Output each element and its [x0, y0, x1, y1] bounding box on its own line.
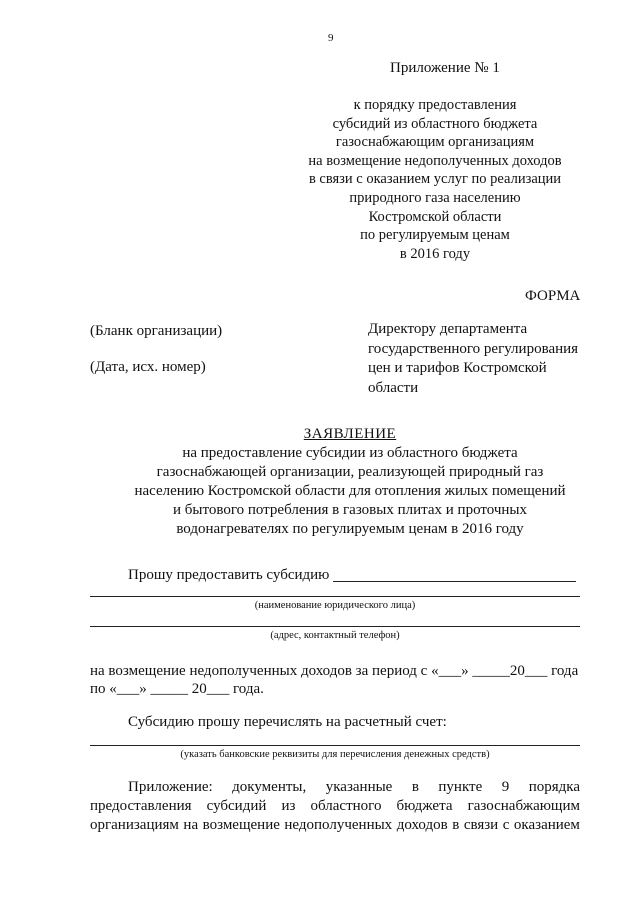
word: 9 [501, 779, 510, 795]
addressee-line: государственного регулирования [368, 340, 579, 357]
appendix-heading: Приложение № 1 [390, 60, 500, 76]
appendix-line: на возмещение недополученных доходов [308, 152, 562, 169]
word: недополученных [284, 817, 393, 833]
word: субсидий [206, 798, 267, 814]
addressee-line: Директору департамента [368, 321, 528, 337]
statement-line: на предоставление субсидии из областного бюджета [182, 445, 518, 461]
word: пункте [438, 779, 483, 795]
bank-details-caption: (указать банковские реквизиты для перечисления денежных средств) [180, 749, 490, 760]
appendix-line: природного газа населению [349, 189, 521, 206]
word: связи [463, 817, 499, 833]
address-phone-caption: (адрес, контактный телефон) [270, 630, 400, 641]
word: порядка [528, 779, 580, 795]
statement-line: и бытового потребления в газовых плитах и проточных [173, 502, 527, 518]
period-line-1: на возмещение недополученных доходов за период с «___» _____20___ года [90, 663, 579, 679]
appendix-reference [290, 96, 580, 263]
statement-line: населению Костромской области для отопления жилых помещений [134, 483, 566, 499]
attachment-line-2 [90, 797, 580, 816]
appendix-line: в 2016 году [399, 245, 471, 262]
appendix-line: к порядку предоставления [353, 97, 517, 113]
word: указанные [325, 779, 393, 795]
date-number-placeholder: (Дата, исх. номер) [90, 359, 206, 375]
organization-name-line[interactable] [333, 581, 576, 582]
word: областного [310, 798, 382, 814]
letterhead-placeholder: (Бланк организации) [90, 323, 223, 339]
word: в [411, 779, 419, 795]
bank-details-line[interactable] [90, 745, 580, 746]
word: организациям [90, 817, 179, 833]
appendix-line: Костромской области [368, 208, 502, 225]
attachment-line-3 [90, 816, 580, 835]
word: газоснабжающим [467, 798, 580, 814]
organization-name-caption: (наименование юридического лица) [254, 600, 416, 611]
word: на [183, 817, 199, 833]
word: возмещение [202, 817, 280, 833]
addressee-line: цен и тарифов Костромской [368, 360, 547, 376]
addressee-line: области [368, 379, 419, 396]
word: с [502, 817, 510, 833]
appendix-line: субсидий из областного бюджета [332, 115, 538, 132]
organization-name-line-2[interactable] [90, 596, 580, 597]
form-label: ФОРМА [525, 288, 581, 304]
statement-block [120, 425, 580, 539]
appendix-line: газоснабжающим организациям [335, 134, 535, 151]
period-line-2: по «___» _____ 20___ года. [90, 681, 264, 697]
attachment-line-1 [128, 778, 580, 797]
statement-line: газоснабжающей организации, реализующей природный газ [156, 464, 544, 480]
page-number: 9 [328, 32, 334, 44]
word: документы, [232, 779, 307, 795]
word: доходов [396, 817, 448, 833]
addressee-block [368, 320, 578, 398]
word: оказанием [513, 817, 580, 833]
word: в [452, 817, 460, 833]
word: из [281, 798, 296, 814]
statement-title: ЗАЯВЛЕНИЕ [303, 426, 397, 442]
appendix-line: по регулируемым ценам [360, 227, 510, 244]
statement-line: водонагревателях по регулируемым ценам в 2016 году [176, 521, 524, 537]
word: бюджета [396, 798, 453, 814]
appendix-line: в связи с оказанием услуг по реализации [308, 171, 562, 188]
address-phone-line[interactable] [90, 626, 580, 627]
word: Приложение: [128, 779, 213, 795]
request-text: Прошу предоставить субсидию [128, 567, 330, 583]
account-text: Субсидию прошу перечислять на расчетный счет: [128, 714, 447, 730]
word: предоставления [90, 798, 192, 814]
